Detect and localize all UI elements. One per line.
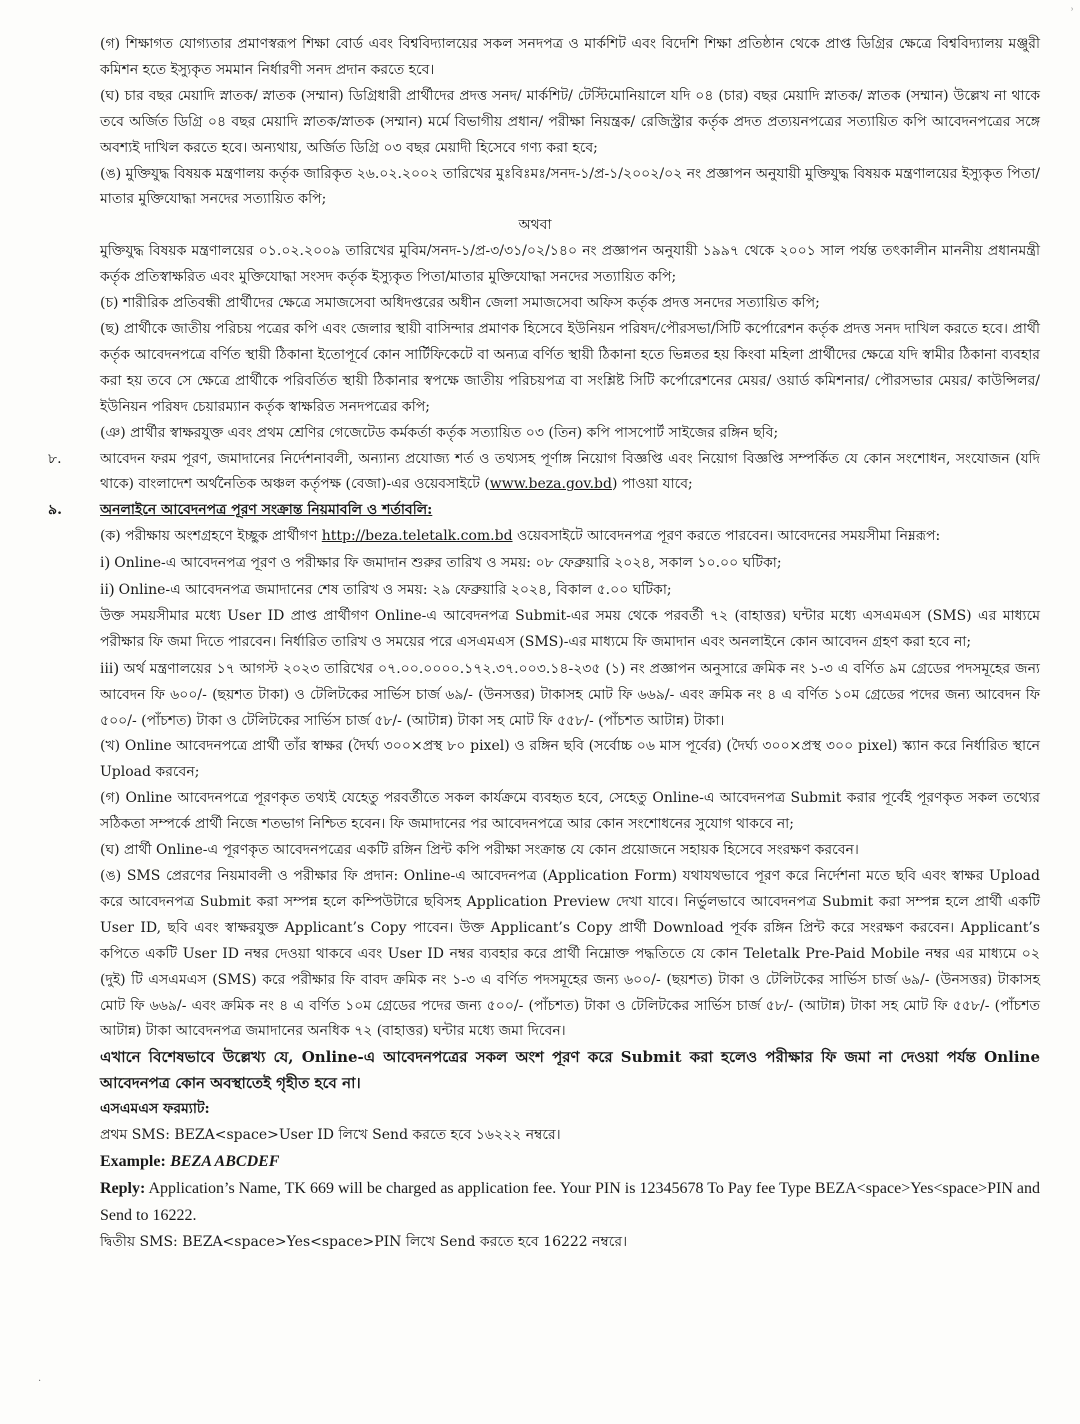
clause-cha-disability: (চ) শারীরিক প্রতিবন্ধী প্রার্থীদের ক্ষেত্রে সমাজসেবা অধিদপ্তরের অধীন জেলা সমাজসেবা অফিস কর্তৃক প্রদত্ত সনদের সত্যায়িত কপি; — [100, 295, 820, 312]
end-date-text: Online-এ আবেদনপত্র জমাদানের শেষ তারিখ ও সময়: ২৯ ফেব্রুয়ারি ২০২৪, বিকাল ৫.০০ ঘটিকা; — [114, 582, 672, 599]
roman-iii: iii) — [100, 659, 119, 677]
clause-kha-upload: (খ) Online আবেদনপত্রে প্রার্থী তাঁর স্বাক্ষর (দৈর্ঘ্য ৩০০×প্রস্থ ৮০ pixel) ও রঙ্গিন ছবি (সর্বোচ্চ ০৬ মাস পূর্বের) (দৈর্ঘ্য ৩০০×প্রস্থ ৩০০ pixel) স্ক্যান করে নির্ধারিত স্থানে Upload করবেন; — [100, 738, 1040, 781]
end-date-line — [30, 577, 1040, 604]
clause-gha-degree: (ঘ) চার বছর মেয়াদি স্নাতক/ স্নাতক (সম্মান) ডিগ্রিধারী প্রার্থীদের প্রদত্ত সনদ/ মার্কশিট/ টেস্টিমোনিয়ালে যদি ০৪ (চার) বছর মেয়াদি স্নাতক/ স্নাতক (সম্মান) উল্লেখ না থাকে তবে অর্জিত ডিগ্রি ০৪ বছর মেয়াদি স্নাতক/স্নাতক (সম্মান) মর্মে বিভাগীয় প্রধান/ পরীক্ষা নিয়ন্ত্রক/ রেজিস্ট্রার কর্তৃক প্রদত প্রত্যয়নপত্রের সত্যায়িত কপি আবেদনপত্রের সঙ্গে অবশ্যই দাখিল করতে হবে। অন্যথায়, অর্জিত ডিগ্রি ০৩ বছর মেয়াদী হিসেবে গণ্য করা হবে; — [100, 87, 1040, 156]
start-date-text: Online-এ আবেদনপত্র পূরণ ও পরীক্ষার ফি জমাদান শুরুর তারিখ ও সময়: ০৮ ফেব্রুয়ারি ২০২৪, সকাল ১০.০০ ঘটিকা; — [109, 555, 782, 572]
example-value: BEZA ABCDEF — [170, 1152, 280, 1170]
clause-ga-education: (গ) শিক্ষাগত যোগ্যতার প্রমাণস্বরূপ শিক্ষা বোর্ড এবং বিশ্ববিদ্যালয়ের সকল সনদপত্র ও মার্কশিট এবং বিদেশি শিক্ষা প্রতিষ্ঠান থেকে প্রাপ্ত ডিগ্রির ক্ষেত্রে বিশ্ববিদ্যালয় মঞ্জুরী কমিশন হতে ইস্যুকৃত সমমান নির্ধারণী সনদ প্রদান করতে হবে। — [100, 36, 1040, 78]
margin-dot: · — [38, 1376, 42, 1387]
item-9-heading: অনলাইনে আবেদনপত্র পূরণ সংক্রান্ত নিয়মাবলি ও শর্তাবলি: — [100, 502, 433, 519]
item-9-number: ৯. — [48, 502, 62, 519]
first-sms-line: প্রথম SMS: BEZA<space>User ID লিখে Send করতে হবে ১৬২২২ নম্বরে। — [100, 1127, 561, 1144]
item-9 — [30, 498, 1040, 524]
item-8-text-end: ) পাওয়া যাবে; — [611, 476, 693, 493]
reply-line — [30, 1176, 1040, 1230]
item-8 — [30, 447, 1040, 499]
reply-label: Reply: — [100, 1179, 146, 1197]
clause-jha-photo: (ঞ) প্রার্থীর স্বাক্ষরযুক্ত এবং প্রথম শ্রেণির গেজেটেড কর্মকর্তা কর্তৃক সত্যায়িত ০৩ (তিন) কপি পাসপোর্ট সাইজের রঙ্গিন ছবি; — [100, 424, 779, 441]
reply-text: Application’s Name, TK 669 will be charged as application fee. Your PIN is 12345678 To Pay fee Type BEZA<space>Yes<space>PIN and Send to 16222. — [100, 1179, 1040, 1224]
example-label: Example: — [100, 1152, 166, 1170]
beza-website-link[interactable]: www.beza.gov.bd — [489, 476, 612, 493]
clause-gha-print: (ঘ) প্রার্থী Online-এ পূরণকৃত আবেদনপত্রের একটি রঙ্গিন প্রিন্ট কপি পরীক্ষা সংক্রান্ত যে কোন প্রয়োজনে সহায়ক হিসেবে সংরক্ষণ করবেন। — [100, 842, 859, 859]
corner-mark: ʾ — [1070, 6, 1074, 19]
fee-text: অর্থ মন্ত্রণালয়ের ১৭ আগস্ট ২০২৩ তারিখের ০৭.০০.০০০০.১৭২.৩৭.০০৩.১৪-২৩৫ (১) নং প্রজ্ঞাপন অনুসারে ক্রমিক নং ১-৩ এ বর্ণিত ৯ম গ্রেডের পদসমূহের জন্য আবেদন ফি ৬০০/- (ছয়শত টাকা) ও টেলিটকের সার্ভিস চার্জ ৬৯/- (উনসত্তর) টাকাসহ মোট ফি ৬৬৯/- এবং ক্রমিক নং ৪ এ বর্ণিত ১০ম গ্রেডের পদের জন্য আবেদন ফি ৫০০/- (পাঁচশত) টাকা ও টেলিটকের সার্ভিস চার্জ ৫৮/- (আটান্ন) টাকা সহ মোট ফি ৫৫৮/- (পাঁচশত আটান্ন) টাকা। — [100, 660, 1040, 729]
important-notice: এখানে বিশেষভাবে উল্লেখ্য যে, Online-এ আবেদনপত্রের সকল অংশ পূরণ করে Submit করা হলেও পরীক্ষার ফি জমা না দেওয়া পর্যন্ত Online আবেদনপত্র কোন অবস্থাতেই গৃহীত হবে না। — [100, 1048, 1040, 1093]
or-separator: অথবা — [518, 217, 552, 234]
clause-ka-text: (ক) পরীক্ষায় অংশগ্রহণে ইচ্ছুক প্রার্থীগণ — [100, 528, 322, 545]
document-body — [30, 32, 1040, 1256]
start-date-line — [30, 550, 1040, 577]
clause-umo-sms-rules: (ঙ) SMS প্রেরণের নিয়মাবলী ও পরীক্ষার ফি প্রদান: Online-এ আবেদনপত্র (Application Form) যথাযথভাবে পূরণ করে নির্দেশনা মতে ছবি এবং স্বাক্ষর Upload করে আবেদনপত্র Submit করা সম্পন্ন হলে কম্পিউটারে ছবিসহ Application Preview দেখা যাবে। নির্ভুলভাবে আবেদনপত্র Submit করা সম্পন্ন হলে প্রার্থী একটি User ID, ছবি এবং স্বাক্ষরযুক্ত Applicant’s Copy পাবেন। উক্ত Applicant’s Copy প্রার্থী Download পূর্বক রঙ্গিন প্রিন্ট করে সংরক্ষণ করবেন। Applicant’s কপিতে একটি User ID নম্বর দেওয়া থাকবে এবং User ID নম্বর ব্যবহার করে প্রার্থী নিম্নোক্ত পদ্ধতিতে যে কোন Teletalk Pre-Paid Mobile নম্বর এর মাধ্যমে ০২ (দুই) টি এসএমএস (SMS) করে পরীক্ষার ফি বাবদ ক্রমিক নং ১-৩ এ বর্ণিত পদসমূহের জন্য ৬০০/- (ছয়শত) টাকা ও টেলিটকের সার্ভিস চার্জ ৬৯/- (উনসত্তর) টাকাসহ মোট ফি ৬৬৯/- এবং ক্রমিক নং ৪ এ বর্ণিত ১০ম গ্রেডের পদের জন্য ৫০০/- (পাঁচশত) টাকা ও টেলিটকের সার্ভিস চার্জ ৫৮/- (আটান্ন) টাকা সহ মোট ফি ৫৫৮/- (পাঁচশত আটান্ন) টাকা আবেদনপত্র জমাদানের অনধিক ৭২ (বাহাত্তর) ঘন্টার মধ্যে জমা দিবেন। — [100, 868, 1040, 1040]
fee-line — [30, 656, 1040, 735]
roman-ii: ii) — [100, 581, 115, 599]
roman-i: i) — [100, 554, 110, 572]
clause-umo-freedom-fighter: (ঙ) মুক্তিযুদ্ধ বিষয়ক মন্ত্রণালয় কর্তৃক জারিকৃত ২৬.০২.২০০২ তারিখের মুঃবিঃমঃ/সনদ-১/প্র-১/২০০২/০২ নং প্রজ্ঞাপন অনুযায়ী মুক্তিযুদ্ধ বিষয়ক মন্ত্রণালয়ের ইস্যুকৃত পিতা/মাতার মুক্তিযোদ্ধা সনদের সত্যায়িত কপি; — [100, 165, 1040, 208]
clause-chha-residence: (ছ) প্রার্থীকে জাতীয় পরিচয় পত্রের কপি এবং জেলার স্থায়ী বাসিন্দার প্রমাণক হিসেবে ইউনিয়ন পরিষদ/পৌরসভা/সিটি কর্পোরেশন কর্তৃক প্রদত্ত সনদ দাখিল করতে হবে। প্রার্থী কর্তৃক আবেদনপত্রে বর্ণিত স্থায়ী ঠিকানা ইতোপূর্বে কোন সার্টিফিকেটে বা অন্যত্র বর্ণিত স্থায়ী ঠিকানা হতে ভিন্নতর হয় কিংবা মহিলা প্রার্থীদের ক্ষেত্রে যদি স্বামীর ঠিকানা ব্যবহার করা হয় তবে সে ক্ষেত্রে প্রার্থীকে পরিবর্তিত স্থায়ী ঠিকানার স্বপক্ষে জাতীয় পরিচয়পত্র বা সংশ্লিষ্ট সিটি কর্পোরেশনের মেয়র/ ওয়ার্ড কমিশনার/ পৌরসভার মেয়র/ কাউন্সিলর/ ইউনিয়ন পরিষদ চেয়ারম্যান কর্তৃক স্বাক্ষরিত সনদপত্রের কপি; — [100, 320, 1040, 415]
example-line — [30, 1149, 1040, 1176]
clause-freedom-fighter-alt: মুক্তিযুদ্ধ বিষয়ক মন্ত্রণালয়ের ০১.০২.২০০৯ তারিখের মুবিম/সনদ-১/প্র-৩/৩১/০২/১৪০ নং প্রজ্ঞাপন অনুযায়ী ১৯৯৭ থেকে ২০০১ সাল পর্যন্ত তৎকালীন মাননীয় প্রধানমন্ত্রী কর্তৃক প্রতিস্বাক্ষরিত এবং মুক্তিযোদ্ধা সংসদ কর্তৃক ইস্যুকৃত পিতা/মাতার মুক্তিযোদ্ধা সনদের সত্যায়িত কপি; — [100, 243, 1040, 286]
clause-ga-accuracy: (গ) Online আবেদনপত্রে পূরণকৃত তথ্যই যেহেতু পরবর্তীতে সকল কার্যক্রমে ব্যবহৃত হবে, সেহেতু Online-এ আবেদনপত্র Submit করার পূর্বেই পূরণকৃত সকল তথ্যের সঠিকতা সম্পর্কে প্রার্থী নিজে শতভাগ নিশ্চিত হবেন। ফি জমাদানের পর আবেদনপত্রে আর কোন সংশোধনের সুযোগ থাকবে না; — [100, 790, 1040, 833]
sms-format-heading: এসএমএস ফরম্যাট: — [100, 1101, 210, 1118]
item-8-number: ৮. — [48, 450, 62, 467]
sms-window-text: উক্ত সময়সীমার মধ্যে User ID প্রাপ্ত প্রার্থীগণ Online-এ আবেদনপত্র Submit-এর সময় থেকে পরবর্তী ৭২ (বাহাত্তর) ঘন্টার মধ্যে এসএমএস (SMS) এর মাধ্যমে পরীক্ষার ফি জমা দিতে পারবেন। নির্ধারিত তারিখ ও সময়ের পরে এসএমএস (SMS)-এর মাধ্যমে ফি জমাদান এবং অনলাইনে কোন আবেদন গ্রহণ করা হবে না; — [100, 607, 1040, 650]
clause-ka-text-end: ওয়েবসাইটে আবেদনপত্র পূরণ করতে পারবেন। আবেদনের সময়সীমা নিম্নরূপ: — [512, 528, 941, 545]
teletalk-link[interactable]: http://beza.teletalk.com.bd — [321, 528, 513, 545]
second-sms-line: দ্বিতীয় SMS: BEZA<space>Yes<space>PIN লিখে Send করতে হবে 16222 নম্বরে। — [100, 1233, 628, 1250]
clause-ka-website — [30, 524, 1040, 550]
item-8-text: আবেদন ফরম পূরণ, জমাদানের নির্দেশনাবলী, অন্যান্য প্রযোজ্য শর্ত ও তথ্যসহ পূর্ণাঙ্গ নিয়োগ বিজ্ঞপ্তি এবং নিয়োগ বিজ্ঞপ্তি সম্পর্কিত যে কোন সংশোধন, সংযোজন (যদি থাকে) বাংলাদেশ অর্থনৈতিক অঞ্চল কর্তৃপক্ষ (বেজা)-এর ওয়েবসাইটে ( — [100, 450, 1040, 493]
